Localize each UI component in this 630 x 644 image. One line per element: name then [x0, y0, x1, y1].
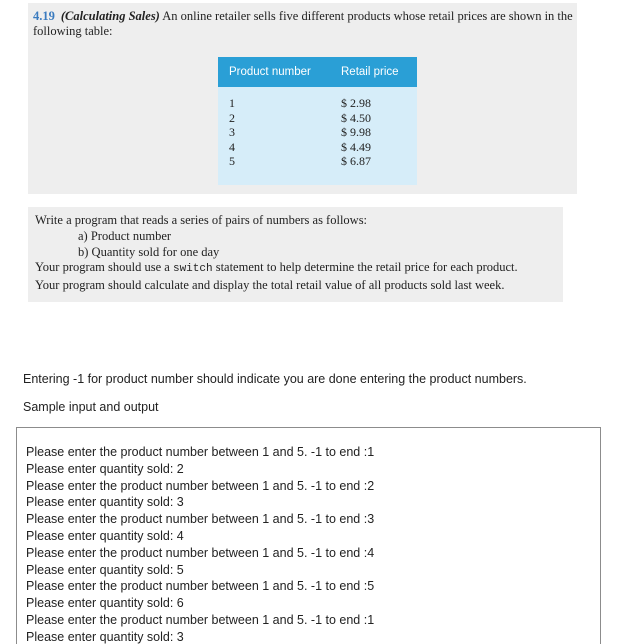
product-cell: 4: [229, 139, 235, 154]
instructions-paragraph-line2: Your program should calculate and display the total retail value of all products sold last week.: [35, 278, 505, 293]
problem-description: An online retailer sells five different products whose retail prices are shown in the following table:: [33, 9, 573, 38]
problem-text: [33, 9, 573, 39]
switch-keyword: switch: [172, 263, 213, 276]
sample-line: Please enter quantity sold: 3: [26, 629, 184, 644]
instruction-item-a: a) Product number: [78, 228, 172, 243]
instructions-paragraph: [35, 260, 563, 278]
header-product-number: Product number: [229, 65, 311, 78]
product-cell: 2: [229, 110, 235, 125]
product-cell: 5: [229, 154, 235, 169]
sample-line: Please enter quantity sold: 6: [26, 596, 184, 611]
product-column: [218, 96, 341, 185]
sample-line: Please enter the product number between 1 and 5. -1 to end :1: [26, 445, 375, 459]
instructions: [28, 207, 563, 302]
instruction-item-b: b) Quantity sold for one day: [78, 244, 220, 259]
header-retail-price: Retail price: [341, 65, 399, 78]
paragraph-text-start: Your program should use a: [35, 260, 173, 275]
price-cell: $ 2.98: [341, 96, 371, 110]
problem-statement: [28, 3, 577, 194]
problem-title: (Calculating Sales): [60, 9, 160, 23]
table-body: [218, 87, 417, 185]
sample-line: Please enter quantity sold: 5: [26, 562, 184, 577]
price-cell: $ 4.50: [341, 110, 371, 125]
sample-line: Please enter the product number between 1 and 5. -1 to end :5: [26, 579, 375, 594]
price-column: [341, 96, 371, 185]
sample-line: Please enter quantity sold: 2: [26, 461, 184, 476]
price-cell: $ 6.87: [341, 154, 371, 169]
sample-line: Please enter quantity sold: 4: [26, 528, 184, 543]
problem-number: 4.19: [33, 9, 55, 23]
sample-io-box: [16, 427, 601, 644]
product-cell: 3: [229, 125, 235, 140]
table-header: [218, 57, 417, 87]
sample-line: Please enter the product number between 1 and 5. -1 to end :1: [26, 612, 375, 627]
price-table: [218, 57, 417, 185]
product-cell: 1: [229, 96, 235, 110]
sample-line: Please enter the product number between 1 and 5. -1 to end :3: [26, 512, 375, 527]
instructions-intro: Write a program that reads a series of pairs of numbers as follows:: [35, 213, 368, 227]
sample-line: Please enter the product number between 1 and 5. -1 to end :4: [26, 545, 375, 560]
price-cell: $ 9.98: [341, 125, 371, 140]
terminate-note: Entering -1 for product number should indicate you are done entering the product numbers.: [23, 372, 527, 386]
sample-heading: Sample input and output: [23, 400, 159, 414]
price-cell: $ 4.49: [341, 139, 371, 154]
paragraph-text-end: statement to help determine the retail price for each product.: [212, 260, 518, 275]
sample-line: Please enter the product number between 1 and 5. -1 to end :2: [26, 478, 375, 493]
sample-line: Please enter quantity sold: 3: [26, 495, 184, 510]
